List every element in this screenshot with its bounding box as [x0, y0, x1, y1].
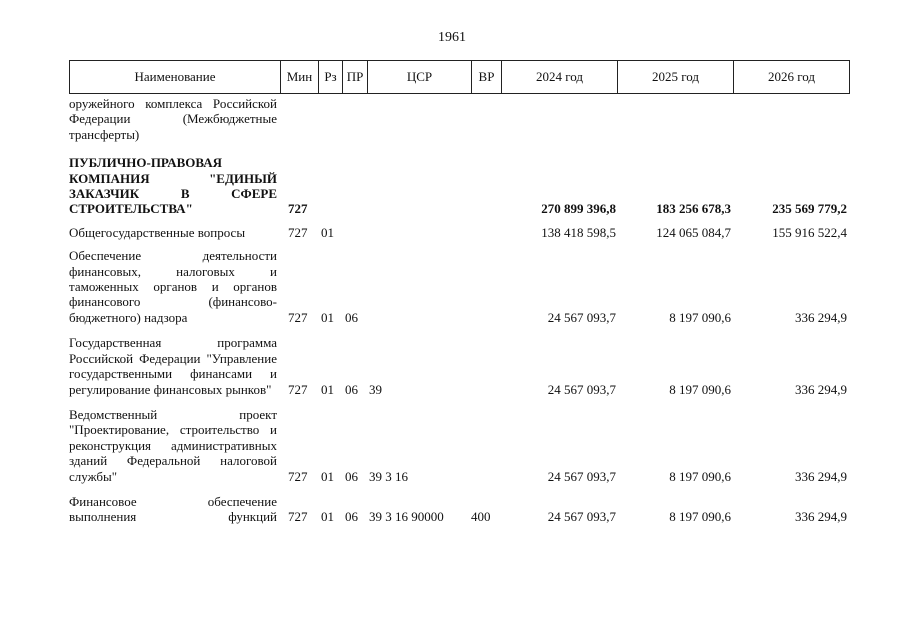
table-row	[69, 96, 849, 142]
row-csr: 39	[369, 381, 382, 397]
row-2025: 8 197 090,6	[669, 509, 731, 525]
row-min: 727	[288, 468, 308, 484]
row-rz: 01	[321, 468, 334, 484]
table-row	[69, 494, 849, 525]
row-rz: 01	[321, 309, 334, 325]
row-vr: 400	[471, 509, 491, 525]
table-row	[69, 248, 849, 325]
row-min: 727	[288, 509, 308, 525]
row-name: Обеспечение деятельности финансовых, налоговых и таможенных органов и органов финансового (финансово-бюджетного) надзора	[69, 248, 277, 325]
row-2026: 336 294,9	[795, 309, 847, 325]
row-rz: 01	[321, 509, 334, 525]
row-2026: 155 916 522,4	[772, 224, 847, 240]
row-min: 727	[288, 309, 308, 325]
row-2025: 8 197 090,6	[669, 309, 731, 325]
row-name: Общегосударственные вопросы	[69, 224, 246, 240]
row-pr: 06	[345, 468, 358, 484]
row-name: Государственная программа Российской Федерации "Управление государственными финансами и регулирование финансовых рынков"	[69, 335, 277, 397]
row-2025: 8 197 090,6	[669, 381, 731, 397]
table-row	[69, 155, 849, 217]
row-2024: 270 899 396,8	[541, 201, 616, 217]
row-name: ПУБЛИЧНО-ПРАВОВАЯ КОМПАНИЯ "ЕДИНЫЙ ЗАКАЗЧИК В СФЕРЕ СТРОИТЕЛЬСТВА"	[69, 155, 277, 217]
row-rz: 01	[321, 381, 334, 397]
row-2024: 138 418 598,5	[541, 224, 616, 240]
row-2024: 24 567 093,7	[547, 309, 616, 325]
row-name: Финансовое обеспечение выполнения функций	[69, 493, 277, 525]
header-rz: Рз	[319, 61, 343, 94]
row-min: 727	[288, 224, 308, 240]
row-pr: 06	[345, 381, 358, 397]
header-min: Мин	[281, 61, 319, 94]
row-2025: 183 256 678,3	[656, 201, 731, 217]
header-2024: 2024 год	[502, 61, 618, 94]
table-row	[69, 407, 849, 484]
page-number: 1961	[438, 30, 466, 45]
row-2026: 336 294,9	[795, 468, 847, 484]
row-name: оружейного комплекса Российской Федерации (Межбюджетные трансферты)	[69, 96, 277, 142]
table-row	[69, 335, 849, 397]
row-2026: 235 569 779,2	[772, 201, 847, 217]
row-name: Ведомственный проект "Проектирование, строительство и реконструкция административных зданий Федеральной налоговой службы"	[69, 406, 277, 484]
row-2024: 24 567 093,7	[547, 381, 616, 397]
row-csr: 39 3 16 90000	[369, 509, 444, 525]
row-rz: 01	[321, 224, 334, 240]
header-pr: ПР	[343, 61, 368, 94]
row-2024: 24 567 093,7	[547, 509, 616, 525]
row-2026: 336 294,9	[795, 381, 847, 397]
row-2026: 336 294,9	[795, 509, 847, 525]
row-2025: 124 065 084,7	[656, 224, 731, 240]
table-row	[69, 225, 849, 240]
row-2025: 8 197 090,6	[669, 468, 731, 484]
header-vr: ВР	[472, 61, 502, 94]
row-2024: 24 567 093,7	[547, 468, 616, 484]
header-name: Наименование	[70, 61, 281, 94]
row-min: 727	[288, 381, 308, 397]
row-pr: 06	[345, 509, 358, 525]
row-pr: 06	[345, 309, 358, 325]
row-min: 727	[288, 201, 308, 217]
header-csr: ЦСР	[368, 61, 472, 94]
header-2025: 2025 год	[618, 61, 734, 94]
table-body	[69, 96, 849, 525]
table-header	[69, 60, 850, 94]
header-2026: 2026 год	[734, 61, 850, 94]
row-csr: 39 3 16	[369, 468, 408, 484]
